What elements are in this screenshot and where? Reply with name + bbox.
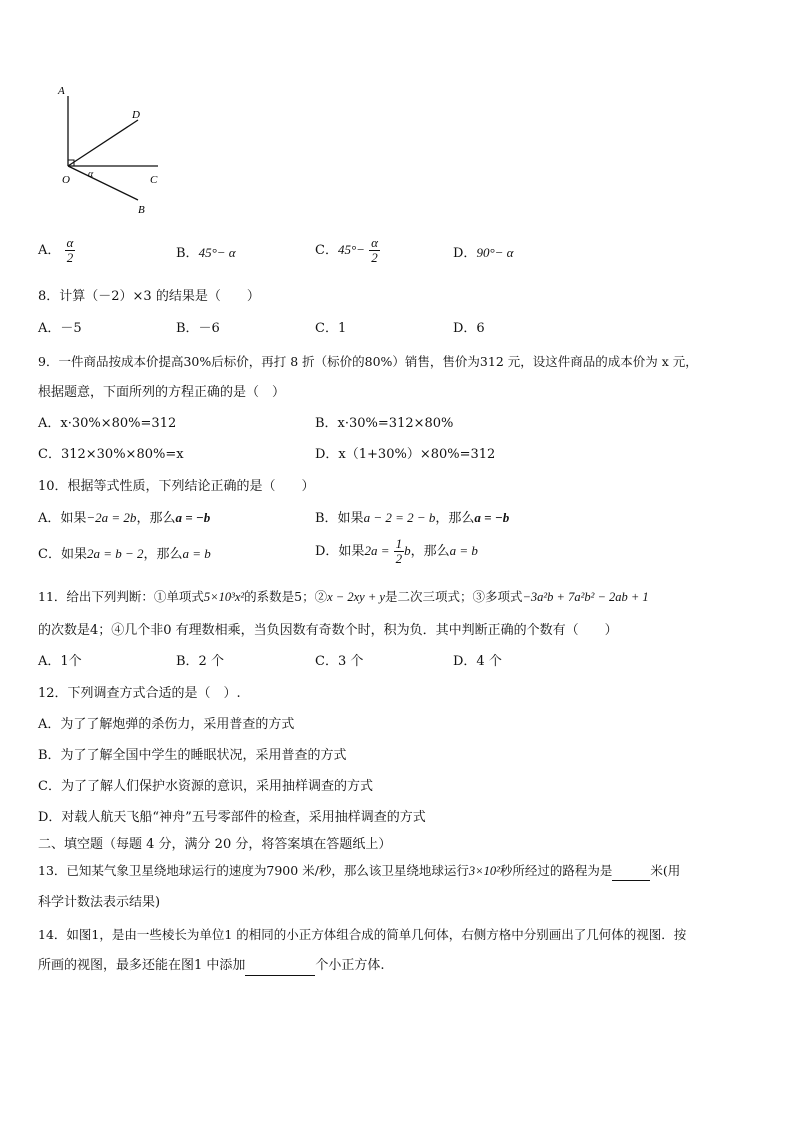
q7-option-a: A． $\frac{\alpha}{2}$ [38,235,74,265]
label-c: C [150,174,158,186]
q11-line2: 的次数是4；④几个非0 有理数相乘，当负因数有奇数个时，积为负．其中判断正确的个数有（ ） [38,623,618,638]
q7-option-d: D．90°− α [453,245,514,261]
q10-option-a: A．如果−2a = 2b，那么a = −b [38,510,211,526]
q9-option-d: D．x（1+30%）×80%=312 [315,447,496,462]
q11-line1: 11．给出下列判断：①单项式5×10³x²的系数是5；②x − 2xy + y是二次三项式；③多项式−3a²b + 7a²b² − 2ab + 1 [38,589,649,604]
label-a: A [58,85,65,97]
q9-stem-line2: 根据题意，下面所列的方程正确的是（ ） [38,385,286,400]
answer-blank[interactable] [245,957,315,976]
q7-option-c: C．45°− $\frac{\alpha}{2}$ [315,235,378,265]
ray-ob [68,166,138,200]
q10-option-d: D．如果2a = $\frac{1}{2}$ b，那么a = b [315,536,478,566]
q10-option-c: C．如果2a = b − 2，那么a = b [38,546,211,562]
answer-blank[interactable] [612,862,650,881]
q12-stem: 12．下列调查方式合适的是（ ）. [38,686,241,701]
fraction: $\frac{1}{2}$ [395,536,403,566]
fraction: $\frac{\alpha}{2}$ [371,235,378,265]
q14-line1: 14．如图1，是由一些棱长为单位1 的相同的小正方体组合成的简单几何体，右侧方格中分别画出了几何体的视图．按 [38,927,687,942]
q11-option-b: B．2 个 [176,654,224,669]
q9-option-a: A．x·30%×80%=312 [38,416,177,431]
q12-option-d: D．对载人航天飞船“神舟”五号零部件的检查，采用抽样调查的方式 [38,810,426,825]
q8-option-d: D．6 [453,321,485,336]
q9-option-b: B．x·30%=312×80% [315,416,454,431]
q12-option-b: B．为了了解全国中学生的睡眠状况，采用普查的方式 [38,748,347,763]
label-d: D [132,109,140,121]
q9-option-c: C．312×30%×80%=x [38,447,184,462]
q13-line1: 13．已知某气象卫星绕地球运行的速度为7900 米/秒，那么该卫星绕地球运行3×10²秒所经过的路程为是 米(用 [38,862,680,881]
q8-stem: 8．计算（－2）×3 的结果是（ ） [38,289,260,304]
angle-figure [52,82,172,217]
q14-line2: 所画的视图，最多还能在图1 中添加 个小正方体. [38,957,385,976]
label-b: B [138,204,145,216]
q8-option-b: B．－6 [176,321,220,336]
q12-option-c: C．为了了解人们保护水资源的意识，采用抽样调查的方式 [38,779,373,794]
q13-line2: 科学计数法表示结果) [38,895,161,910]
section-title: 二、填空题（每题 4 分，满分 20 分，将答案填在答题纸上） [38,837,392,852]
ray-od [68,120,138,166]
q11-option-d: D．4 个 [453,654,502,669]
q11-option-a: A．1个 [38,654,82,669]
q8-option-c: C．1 [315,321,347,336]
q10-option-b: B．如果a − 2 = 2 − b，那么a = −b [315,510,510,526]
q10-stem: 10．根据等式性质，下列结论正确的是（ ） [38,479,315,494]
fraction: $\frac{\alpha}{2}$ [66,235,74,265]
label-o: O [62,174,70,186]
q9-stem-line1: 9．一件商品按成本价提高30%后标价，再打 8 折（标价的80%）销售，售价为312 元，设这件商品的成本价为 x 元， [38,354,698,369]
q12-option-a: A．为了了解炮弹的杀伤力，采用普查的方式 [38,717,295,732]
label-alpha: α [88,169,94,180]
q11-option-c: C．3 个 [315,654,364,669]
q7-option-b: B．45°− α [176,245,236,261]
q8-option-a: A．－5 [38,321,82,336]
